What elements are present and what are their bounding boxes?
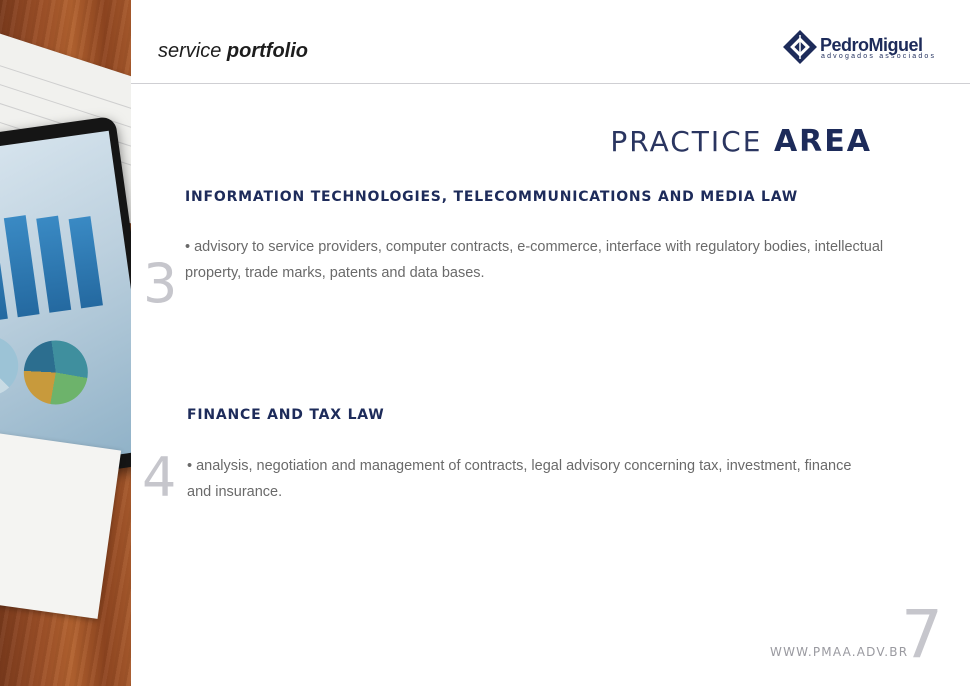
- pie-graphic: [20, 336, 92, 408]
- pie-graphic: [0, 332, 22, 400]
- header-title-light: service: [158, 40, 222, 62]
- tablet-screen: [0, 131, 131, 475]
- decorative-photo: [0, 0, 131, 686]
- practice-description: • advisory to service providers, computer contracts, e-commerce, interface with regulatory bodies, intellectual property, trade marks, patents and data bases.: [185, 239, 884, 281]
- website-url: WWW.PMAA.ADV.BR: [770, 645, 909, 659]
- company-logo: [782, 29, 942, 65]
- practice-title-it-telecom: INFORMATION TECHNOLOGIES, TELECOMMUNICATIONS AND MEDIA LAW: [185, 189, 799, 205]
- practice-description: • analysis, negotiation and management of contracts, legal advisory concerning tax, investment, finance and insurance.: [187, 458, 852, 500]
- practice-number: 4: [142, 446, 177, 509]
- practice-title-finance-tax: FINANCE AND TAX LAW: [187, 407, 385, 423]
- section-heading: [610, 124, 872, 159]
- practice-number: 3: [143, 252, 178, 315]
- logo-tagline: advogados associados: [821, 53, 937, 60]
- header-divider: [131, 83, 970, 84]
- page-header-title: [158, 40, 308, 63]
- tablet-image: [0, 116, 131, 490]
- logo-diamond-icon: [782, 29, 818, 65]
- heading-bold: AREA: [773, 124, 872, 159]
- header-title-bold: portfolio: [226, 40, 309, 62]
- page-number: 7: [901, 596, 943, 673]
- heading-light: PRACTICE: [610, 125, 763, 158]
- logo-name: PedroMiguel: [820, 35, 923, 55]
